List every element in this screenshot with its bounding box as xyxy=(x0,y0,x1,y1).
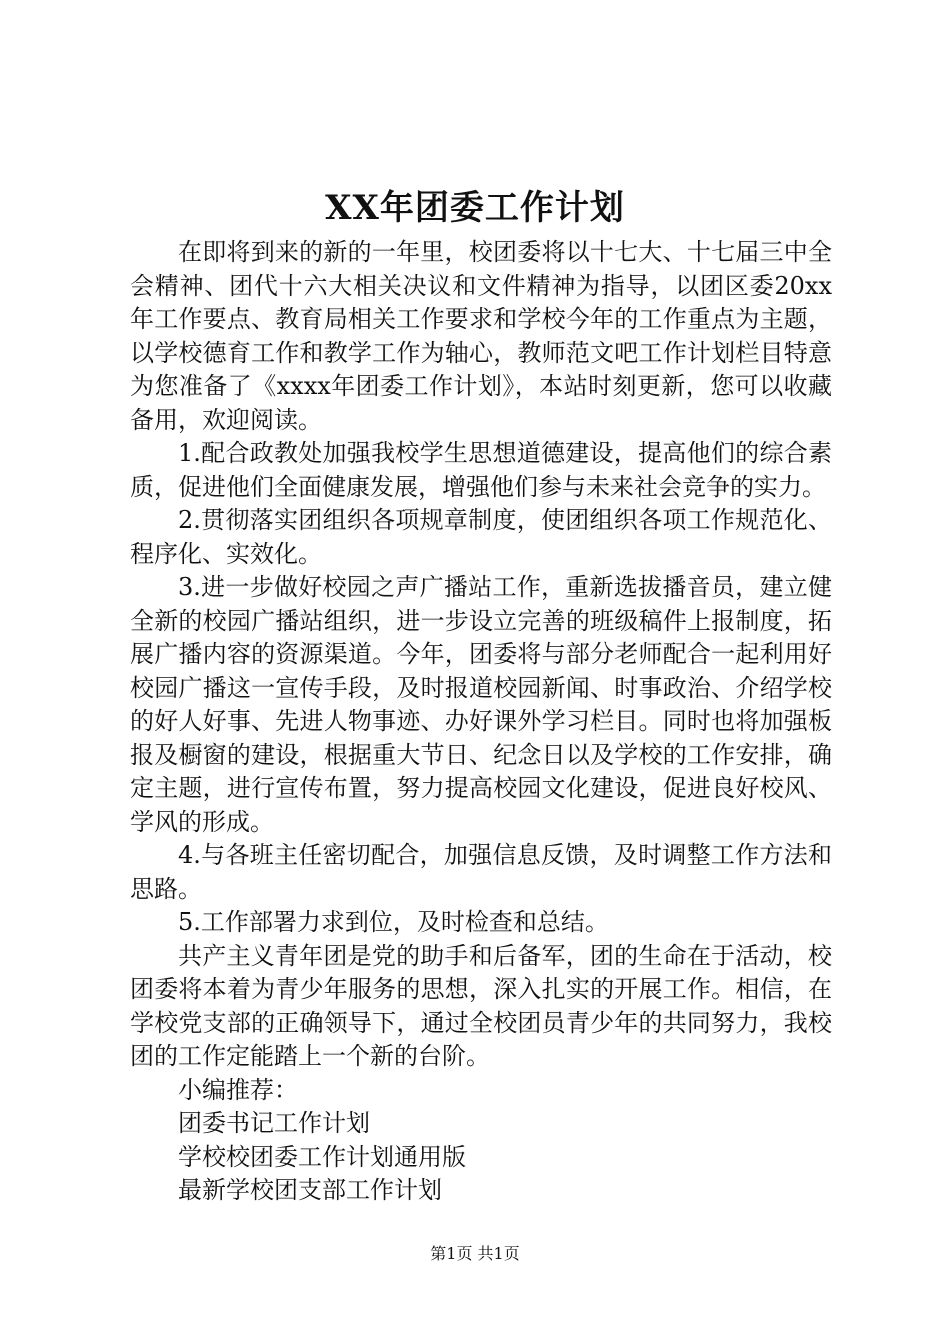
plan-item-1: 1.配合政教处加强我校学生思想道德建设，提高他们的综合素质，促进他们全面健康发展，增强他们参与未来社会竞争的实力。 xyxy=(130,439,832,501)
recommend-link-3[interactable]: 最新学校团支部工作计划 xyxy=(178,1176,442,1204)
recommend-link-1[interactable]: 团委书记工作计划 xyxy=(178,1109,370,1137)
recommend-label: 小编推荐： xyxy=(178,1075,298,1104)
page-footer: 第1页 共1页 xyxy=(430,1244,520,1263)
intro-paragraph: 在即将到来的新的一年里，校团委将以十七大、十七届三中全会精神、团代十六大相关决议和文件精神为指导，以团区委20xx年工作要点、教育局相关工作要求和学校今年的工作重点为主题，以学校德育工作和教学工作为轴心，教师范文吧工作计划栏目特意为您准备了《xxxx年团委工作计划》，本站时刻更新，您可以收藏备用，欢迎阅读。 xyxy=(130,238,832,434)
document-title: XX年团委工作计划 xyxy=(325,188,625,228)
recommend-link-2[interactable]: 学校校团委工作计划通用版 xyxy=(178,1142,466,1171)
plan-item-4: 4.与各班主任密切配合，加强信息反馈，及时调整工作方法和思路。 xyxy=(130,841,832,903)
closing-paragraph: 共产主义青年团是党的助手和后备军，团的生命在于活动，校团委将本着为青少年服务的思想，深入扎实的开展工作。相信，在学校党支部的正确领导下，通过全校团员青少年的共同努力，我校团的工作定能踏上一个新的台阶。 xyxy=(130,941,832,1070)
document-body xyxy=(130,236,832,1208)
plan-item-2: 2.贯彻落实团组织各项规章制度，使团组织各项工作规范化、程序化、实效化。 xyxy=(130,506,832,568)
plan-item-5: 5.工作部署力求到位，及时检查和总结。 xyxy=(178,908,609,936)
plan-item-3: 3.进一步做好校园之声广播站工作，重新选拔播音员，建立健全新的校园广播站组织，进一步设立完善的班级稿件上报制度，拓展广播内容的资源渠道。今年，团委将与部分老师配合一起利用好校园广播这一宣传手段，及时报道校园新闻、时事政治、介绍学校的好人好事、先进人物事迹、办好课外学习栏目。同时也将加强板报及橱窗的建设，根据重大节日、纪念日以及学校的工作安排，确定主题，进行宣传布置，努力提高校园文化建设，促进良好校风、学风的形成。 xyxy=(130,573,832,836)
